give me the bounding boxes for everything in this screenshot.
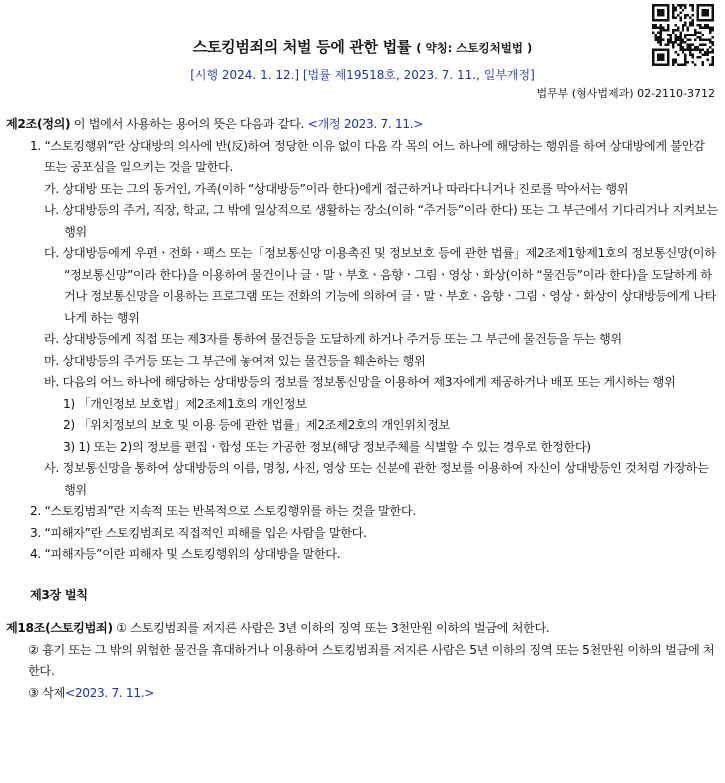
sub-sub-item-mark: 1) [63,396,79,411]
chapter-heading: 제3장 벌칙 [30,587,88,602]
article-2-item-2 [6,501,718,523]
article-2-heading: 제2조(정의) [6,117,71,131]
enforcement-info: [시행 2024. 1. 12.] [법률 제19518호, 2023. 7. 11., 일부개정] [190,68,535,82]
article-18-para-3 [6,683,718,705]
sub-item-text: 상대방등에게 직접 또는 제3자를 통하여 물건등을 도달하게 하거나 주거등 또는 그 부근에 물건등을 두는 행위 [62,332,622,346]
sub-sub-item-text: 「개인정보 보호법」제2조제1호의 개인정보 [78,396,307,411]
sub-item-mark: 다. [44,246,63,260]
sub-item-text: 상대방 또는 그의 동거인, 가족(이하 “상대방등”이라 한다)에게 접근하거나 따라다니거나 진로를 막아서는 행위 [62,181,629,196]
item-1-number: 1. [30,138,45,153]
sub-item-text: 정보통신망을 통하여 상대방등의 이름, 명칭, 사진, 영상 또는 신분에 관한 정보를 이용하여 자신이 상대방등인 것처럼 가장하는 행위 [62,461,709,497]
article-18-para-2: ② 흉기 또는 그 밖의 위험한 물건을 휴대하거나 이용하여 스토킹범죄를 저지른 사람은 5년 이하의 징역 또는 5천만원 이하의 벌금에 처한다. [28,642,715,678]
article-2-amend-note: <개정 2023. 7. 11.> [307,117,424,131]
sub-sub-item-mark: 2) [63,418,79,432]
article-2-intro-text: 이 법에서 사용하는 용어의 뜻은 다음과 같다. [70,117,308,131]
article-18-para-1 [6,618,718,640]
law-title-line [0,36,725,57]
item-3-number: 3. [30,525,45,540]
sub-item-ra [6,329,718,351]
item-4-number: 4. [30,547,45,561]
ministry-contact: 법무부 (형사법제과) 02-2110-3712 [536,87,715,100]
sub-item-ma [6,351,718,373]
sub-item-text: 상대방등에게 우편ㆍ전화ㆍ팩스 또는「정보통신망 이용촉진 및 정보보호 등에 관한 법률」제2조제1항제1호의 정보통신망(이하 “정보통신망”이라 한다)을 이용하여 물건이나 글ㆍ말ㆍ부호ㆍ음향ㆍ그림ㆍ영상ㆍ화상(이하 “물건등”이라 한다)을 도달하게 하거나 정보통신망을 이용하는 프로그램 또는 전화의 기능에 의하여 글ㆍ말ㆍ부호ㆍ음향ㆍ그림ㆍ영상ㆍ화상이 상대방등에게 나타나게 하는 행위 [62,246,717,325]
sub-item-mark: 사. [44,461,63,475]
sub-sub-item-text: 1) 또는 2)의 정보를 편집ㆍ합성 또는 가공한 정보(해당 정보주체를 식별할 수 있는 경우로 한정한다) [78,439,591,454]
article-2-item-4 [6,544,718,566]
sub-sub-item-3 [6,437,718,459]
article-18-para-3-label: ③ 삭제 [28,685,65,700]
sub-item-mark: 바. [44,375,63,389]
article-18-heading: 제18조(스토킹범죄) [6,621,113,635]
sub-item-text: 다음의 어느 하나에 해당하는 상대방등의 정보를 정보통신망을 이용하여 제3자에게 제공하거나 배포 또는 게시하는 행위 [62,375,676,389]
law-abbreviation: ( 약칭: 스토킹처벌법 ) [416,41,533,55]
sub-item-sa [6,458,718,501]
sub-item-ba [6,372,718,394]
sub-sub-item-mark: 3) [63,439,79,454]
sub-item-mark: 나. [44,203,63,217]
article-2-item-1 [6,136,718,179]
sub-item-mark: 마. [44,353,63,368]
sub-sub-item-2 [6,415,718,437]
article-18-para-1-text: ① 스토킹범죄를 저지른 사람은 3년 이하의 징역 또는 3천만원 이하의 벌금에 처한다. [112,621,550,635]
sub-item-text: 상대방등의 주거등 또는 그 부근에 놓여져 있는 물건등을 훼손하는 행위 [62,353,426,368]
sub-sub-item-1 [6,394,718,416]
sub-item-mark: 가. [44,181,63,196]
sub-item-text: 상대방등의 주거, 직장, 학교, 그 밖에 일상적으로 생활하는 장소(이하 “주거등”이라 한다) 또는 그 부근에서 기다리거나 지켜보는 행위 [62,203,718,239]
item-2-number: 2. [30,504,45,518]
item-1-text: “스토킹행위”란 상대방의 의사에 반(反)하여 정당한 이유 없이 다음 각 목의 어느 하나에 해당하는 행위를 하여 상대방에게 불안감 또는 공포심을 일으키는 것을 말한다. [44,138,705,174]
sub-item-na [6,200,718,243]
item-3-text: “피해자”란 스토킹범죄로 직접적인 피해를 입은 사람을 말한다. [44,525,367,540]
sub-item-da [6,243,718,329]
article-18-para-3-amend: <2023. 7. 11.> [64,685,155,700]
law-title: 스토킹범죄의 처벌 등에 관한 법률 [192,38,412,56]
item-4-text: “피해자등”이란 피해자 및 스토킹행위의 상대방을 말한다. [44,547,341,561]
article-2-intro [6,114,718,136]
article-2-item-3 [6,523,718,545]
sub-sub-item-text: 「위치정보의 보호 및 이용 등에 관한 법률」제2조제2호의 개인위치정보 [78,418,450,432]
sub-item-mark: 라. [44,332,63,346]
law-body [6,114,718,704]
item-2-text: “스토킹범죄”란 지속적 또는 반복적으로 스토킹행위를 하는 것을 말한다. [44,504,416,518]
sub-item-ga [6,179,718,201]
